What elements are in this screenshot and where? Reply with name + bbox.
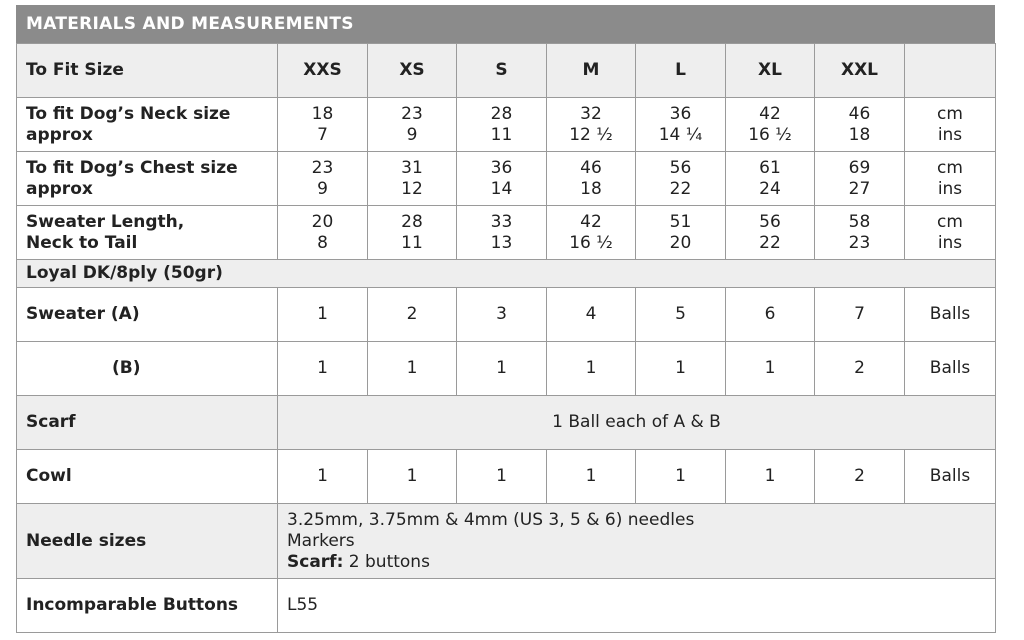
cm-value: 69 [848,157,871,178]
cowl-balls: 1 [368,450,457,504]
cowl-balls: 1 [636,450,726,504]
cowl-unit: Balls [905,450,996,504]
ins-value: 13 [490,232,513,253]
materials-table-container [16,5,995,633]
unit-ins: ins [937,232,963,253]
measure-row [17,98,996,152]
ins-value: 23 [848,232,871,253]
ins-value: 11 [401,232,423,253]
unit-cell [905,206,996,260]
ins-value: 7 [317,124,328,145]
measure-cell [547,152,636,206]
measure-cell [278,98,368,152]
cowl-row [17,450,996,504]
ins-value: 12 ½ [569,124,613,145]
cm-value: 23 [311,157,334,178]
scarf-row [17,396,996,450]
size-header-xxl: XXL [815,44,905,98]
measure-cell [726,206,815,260]
sweater-b-balls: 1 [368,342,457,396]
ins-value: 20 [669,232,692,253]
sweater-b-balls: 2 [815,342,905,396]
label-line: approx [26,124,93,145]
sweater-b-balls: 1 [278,342,368,396]
ins-value: 27 [848,178,871,199]
sweater-b-balls: 1 [547,342,636,396]
sweater-a-balls: 2 [368,288,457,342]
measure-cell [368,206,457,260]
buttons-value: L55 [278,579,996,633]
sweater-a-balls: 5 [636,288,726,342]
measure-cell [547,206,636,260]
sweater-a-balls: 6 [726,288,815,342]
unit-ins: ins [937,178,963,199]
buttons-row [17,579,996,633]
sweater-a-unit: Balls [905,288,996,342]
ins-value: 16 ½ [569,232,613,253]
size-row [17,44,996,98]
ins-value: 12 [401,178,423,199]
cowl-balls: 1 [278,450,368,504]
ins-value: 14 [490,178,513,199]
measure-row [17,206,996,260]
scarf-label: Scarf [17,396,278,450]
cowl-balls: 1 [726,450,815,504]
size-header-xl: XL [726,44,815,98]
scarf-buttons-text: 2 buttons [343,551,430,572]
measure-row-label [17,206,278,260]
sweater-a-label: Sweater (A) [17,288,278,342]
cowl-balls: 1 [547,450,636,504]
ins-value: 9 [317,178,328,199]
ins-value: 11 [490,124,513,145]
measure-cell [815,152,905,206]
unit-cm: cm [937,211,963,232]
cm-value: 51 [669,211,692,232]
sweater-a-balls: 3 [457,288,547,342]
ins-value: 24 [759,178,781,199]
cm-value: 28 [401,211,423,232]
measure-cell [815,98,905,152]
size-header-xxs: XXS [278,44,368,98]
cm-value: 23 [401,103,423,124]
cm-value: 32 [580,103,602,124]
label-line: To fit Dog’s Neck size [26,103,231,124]
scarf-buttons-label: Scarf: [287,551,344,572]
measure-row-label [17,98,278,152]
measure-cell [368,98,457,152]
cm-value: 58 [848,211,871,232]
measure-cell [815,206,905,260]
size-header-l: L [636,44,726,98]
ins-value: 18 [580,178,602,199]
cm-value: 20 [311,211,334,232]
measure-row-label [17,152,278,206]
measure-cell [636,98,726,152]
sweater-b-unit: Balls [905,342,996,396]
ins-value: 22 [669,178,692,199]
measure-cell [457,152,547,206]
unit-cell [905,152,996,206]
label-line: Sweater Length, [26,211,185,232]
cm-value: 28 [490,103,513,124]
measure-cell [457,206,547,260]
cm-value: 18 [311,103,334,124]
yarn-header-row [17,260,996,288]
cm-value: 46 [580,157,602,178]
measure-cell [457,98,547,152]
cm-value: 42 [580,211,602,232]
sweater-b-row [17,342,996,396]
measure-row [17,152,996,206]
scarf-buttons-line [287,552,995,573]
unit-ins: ins [937,124,963,145]
unit-cm: cm [937,103,963,124]
cm-value: 33 [490,211,513,232]
cowl-balls: 1 [457,450,547,504]
materials-table [16,43,996,633]
ins-value: 16 ½ [748,124,792,145]
markers-line: Markers [287,530,355,551]
measure-cell [726,152,815,206]
measure-cell [547,98,636,152]
cm-value: 36 [490,157,513,178]
sweater-b-balls: 1 [457,342,547,396]
measure-cell [726,98,815,152]
label-line: To fit Dog’s Chest size [26,157,238,178]
size-header-m: M [547,44,636,98]
label-line: approx [26,178,93,199]
ins-value: 18 [848,124,871,145]
measure-cell [636,152,726,206]
cm-value: 46 [848,103,871,124]
size-header-s: S [457,44,547,98]
cm-value: 42 [759,103,781,124]
unit-cm: cm [937,157,963,178]
cowl-label: Cowl [17,450,278,504]
scarf-value: 1 Ball each of A & B [278,396,996,450]
ins-value: 9 [406,124,418,145]
needles-row [17,504,996,579]
cm-value: 61 [759,157,781,178]
sweater-a-row [17,288,996,342]
needles-label: Needle sizes [17,504,278,579]
ins-value: 22 [759,232,781,253]
unit-cell [905,98,996,152]
sweater-a-balls: 4 [547,288,636,342]
measure-cell [368,152,457,206]
sweater-b-balls: 1 [636,342,726,396]
measure-cell [278,152,368,206]
cm-value: 36 [669,103,692,124]
table-title: MATERIALS AND MEASUREMENTS [16,5,995,43]
cm-value: 56 [669,157,692,178]
ins-value: 14 ¼ [658,124,703,145]
buttons-label: Incomparable Buttons [17,579,278,633]
cm-value: 31 [401,157,423,178]
sweater-a-balls: 7 [815,288,905,342]
yarn-header: Loyal DK/8ply (50gr) [17,260,996,288]
needles-line: 3.25mm, 3.75mm & 4mm (US 3, 5 & 6) needles [287,509,695,530]
needles-value [278,504,996,579]
size-row-label: To Fit Size [17,44,278,98]
label-line: Neck to Tail [26,232,138,253]
sweater-b-label: (B) [17,342,278,396]
measure-cell [278,206,368,260]
measure-cell [636,206,726,260]
sweater-a-balls: 1 [278,288,368,342]
sweater-b-balls: 1 [726,342,815,396]
ins-value: 8 [317,232,328,253]
size-row-unit-blank [905,44,996,98]
cowl-balls: 2 [815,450,905,504]
cm-value: 56 [759,211,781,232]
size-header-xs: XS [368,44,457,98]
